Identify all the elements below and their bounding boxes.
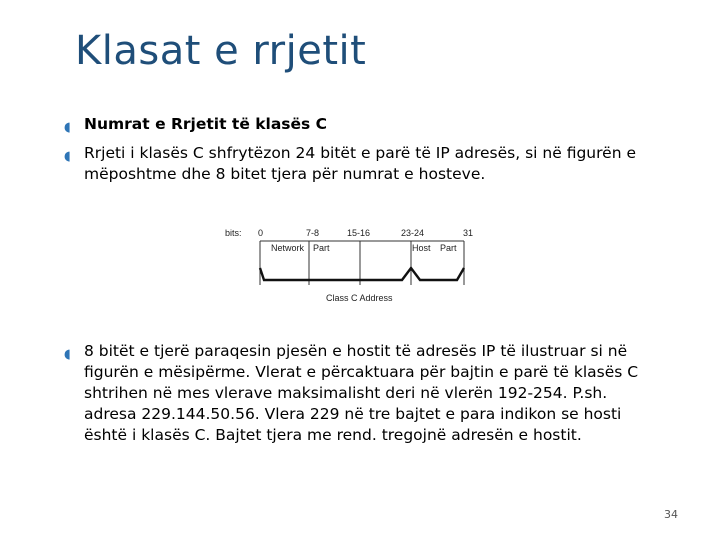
bullet-1 [64,114,664,135]
bit-mark-15-16: 15-16 [347,228,371,238]
bits-label: bits: [225,228,242,238]
address-brace-line [260,268,464,280]
bullet-text: Numrat e Rrjetit të klasës C [84,115,328,133]
class-c-address-diagram [220,222,490,308]
host-part-label: Part [440,243,457,253]
bit-mark-7-8: 7-8 [306,228,320,238]
bullet-text: 8 bitët e tjerë paraqesin pjesën e hostit të adresës IP të ilustruar si në figurën e mësipërme. Vlerat e përcaktuara për bajtin e parë të klasës C shtrihen në mes vlerave maksimalisht deri në vlerën 192-254. P.sh. adresa 229.144.50.56. Vlera 229 në tre bajtet e para indikon se hosti është i klasës C. Bajtet tjera me rend. tregojnë adresën e hostit. [84,342,639,444]
bit-mark-31: 31 [463,228,474,238]
network-label: Network [271,243,305,253]
bit-mark-0: 0 [258,228,264,238]
bullet-marker-icon: ◖ [64,347,71,362]
bullet-marker-icon: ◖ [64,120,71,135]
page-number: 34 [664,508,678,521]
bullet-3 [64,341,664,446]
bit-mark-23-24: 23-24 [401,228,425,238]
bullet-marker-icon: ◖ [64,149,71,164]
host-label: Host [412,243,431,253]
slide-title: Klasat e rrjetit [75,28,367,74]
bullet-text: Rrjeti i klasës C shfrytëzon 24 bitët e parë të IP adresës, si në figurën e mëposhtme dhe 8 bitet tjera për numrat e hosteve. [84,144,636,183]
diagram-caption: Class C Address [326,293,393,303]
bullet-2 [64,143,664,185]
network-part-label: Part [313,243,330,253]
